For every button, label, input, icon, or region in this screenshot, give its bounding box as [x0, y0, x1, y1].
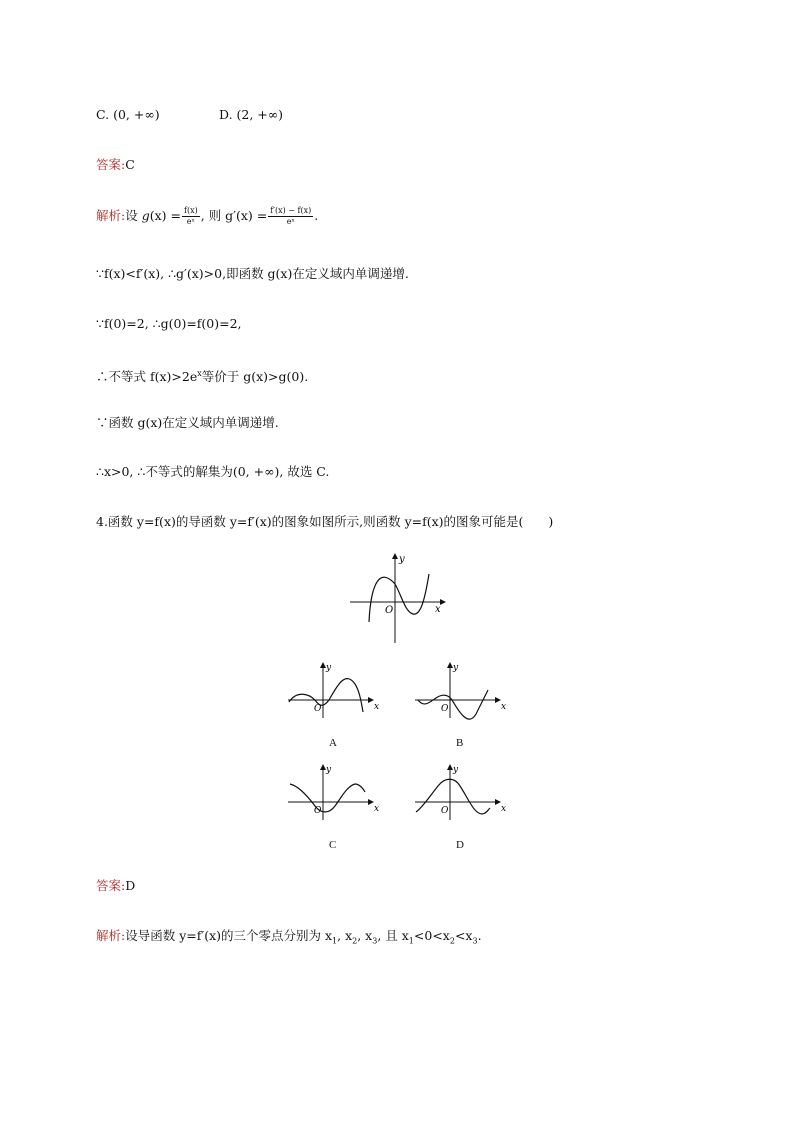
- text: 等价于 g(x)>g(0).: [201, 369, 309, 385]
- text: , x: [337, 928, 353, 943]
- y-label: y: [326, 765, 332, 775]
- subscript: 2: [352, 936, 358, 946]
- x-label: x: [435, 604, 441, 615]
- caption-b: B: [456, 737, 464, 749]
- subscript: 3: [372, 936, 378, 946]
- fraction-numerator: f(x): [183, 206, 198, 215]
- derivative-graph: [345, 550, 455, 646]
- q3-analysis-line-5: ∵函数 g(x)在定义域内单调递增.: [96, 415, 279, 430]
- text: g′(x): [225, 208, 253, 223]
- x-label: x: [501, 702, 507, 712]
- origin-label: O: [441, 806, 449, 816]
- fraction-2: [268, 206, 313, 227]
- option-c-curve: [290, 784, 365, 812]
- text: , 且 x: [377, 928, 409, 943]
- fraction-numerator: f′(x) − f(x): [270, 206, 312, 215]
- q3-analysis-line-4: [96, 365, 308, 386]
- option-d-curve: [416, 779, 490, 814]
- caption-c: C: [329, 839, 337, 851]
- g-symbol: g: [141, 208, 150, 223]
- answer-label: 答案:: [96, 157, 126, 172]
- q4-analysis: [96, 927, 482, 951]
- origin-label: O: [441, 704, 449, 714]
- option-a-curve: [289, 679, 363, 712]
- text: 设: [125, 208, 142, 223]
- text: ∴不等式 f(x)>2e: [96, 369, 198, 385]
- q4-stem: 4.函数 y=f(x)的导函数 y=f′(x)的图象如图所示,则函数 y=f(x)的图象可能是( ): [96, 514, 554, 529]
- option-d-graph: [412, 762, 512, 822]
- q3-answer: [96, 156, 135, 174]
- y-label: y: [399, 554, 405, 565]
- text: =: [252, 208, 268, 223]
- caption-d: D: [456, 839, 464, 851]
- fraction-1: [182, 206, 200, 227]
- text: , x: [357, 928, 373, 943]
- fraction-denominator: eˣ: [186, 217, 195, 226]
- q3-analysis-line-3: ∵f(0)=2, ∴g(0)=f(0)=2,: [96, 316, 242, 331]
- text: , 则: [200, 208, 226, 223]
- q4-answer: [96, 877, 135, 895]
- option-d: D. (2, +∞): [219, 107, 284, 122]
- y-label: y: [326, 663, 332, 673]
- option-c: C. (0, +∞): [96, 107, 160, 122]
- subscript: 1: [408, 936, 414, 946]
- caption-a: A: [329, 737, 337, 749]
- q3-analysis-line-6: ∴x>0, ∴不等式的解集为(0, +∞), 故选 C.: [96, 464, 330, 479]
- text: .: [314, 208, 319, 223]
- text: 设导函数 y=f′(x)的三个零点分别为 x: [125, 928, 333, 943]
- text: <x: [454, 928, 473, 943]
- q3-analysis-line-1: [96, 206, 318, 227]
- exponent: x: [197, 369, 202, 378]
- analysis-label: 解析:: [96, 928, 126, 943]
- x-label: x: [501, 804, 507, 814]
- answer-value: C: [125, 157, 135, 172]
- q3-analysis-line-2: ∵f(x)<f′(x), ∴g′(x)>0,即函数 g(x)在定义域内单调递增.: [96, 266, 409, 281]
- option-b-graph: [412, 660, 512, 720]
- derivative-curve: [369, 574, 429, 622]
- origin-label: O: [314, 704, 322, 714]
- subscript: 2: [449, 936, 455, 946]
- text: <0<x: [413, 928, 450, 943]
- option-b-curve: [418, 690, 488, 719]
- subscript: 1: [332, 936, 338, 946]
- answer-value: D: [125, 878, 136, 893]
- text: (x): [149, 208, 167, 223]
- analysis-label: 解析:: [96, 208, 126, 223]
- origin-label: O: [385, 605, 394, 616]
- fraction-denominator: eˣ: [286, 217, 295, 226]
- text: .: [477, 928, 482, 943]
- origin-label: O: [314, 806, 322, 816]
- x-label: x: [374, 804, 380, 814]
- subscript: 3: [472, 936, 478, 946]
- text: =: [166, 208, 181, 223]
- x-label: x: [374, 702, 380, 712]
- option-c-graph: [285, 762, 385, 822]
- y-label: y: [453, 663, 459, 673]
- option-a-graph: [285, 660, 385, 720]
- y-label: y: [453, 765, 459, 775]
- answer-label: 答案:: [96, 878, 126, 893]
